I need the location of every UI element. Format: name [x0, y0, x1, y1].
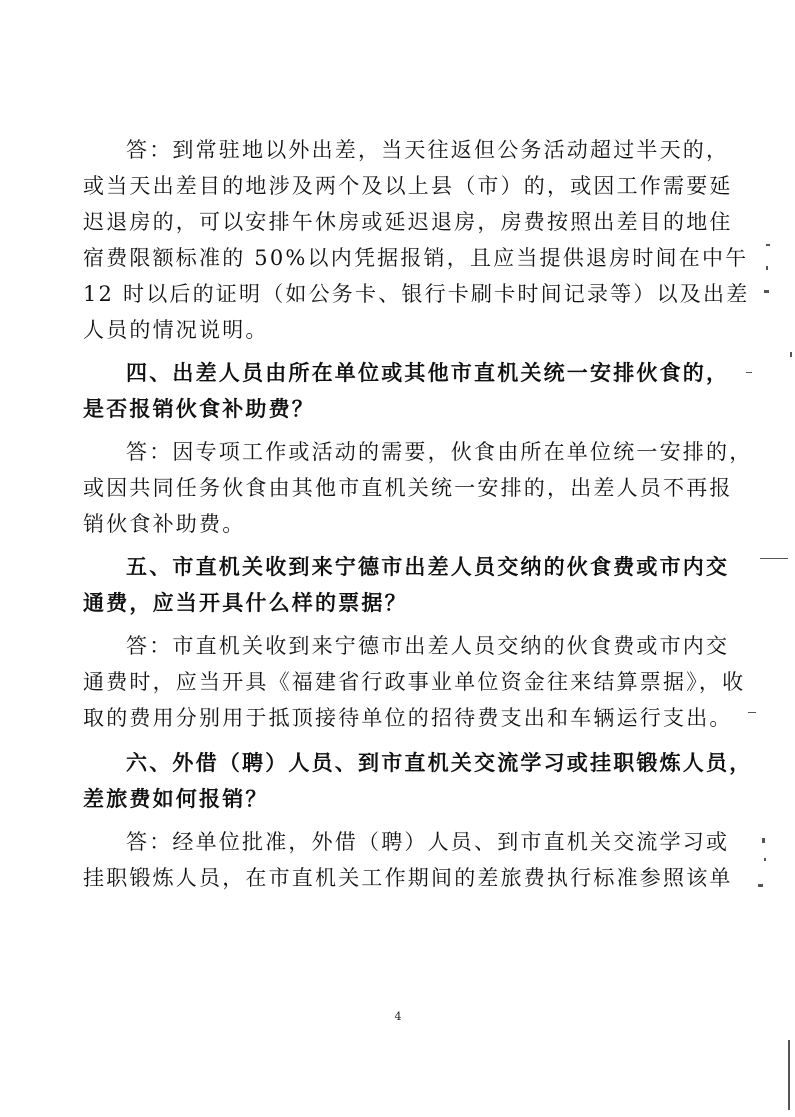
- text-line: 答：到常驻地以外出差，当天往返但公务活动超过半天的，: [126, 138, 730, 162]
- question-heading: [83, 549, 730, 621]
- heading-line: 差旅费如何报销？: [83, 786, 269, 811]
- scan-mark: [746, 372, 752, 373]
- heading-line: 六、外借（聘）人员、到市直机关交流学习或挂职锻炼人员，: [126, 750, 753, 775]
- scan-mark: [760, 558, 788, 559]
- heading-line: 是否报销伙食补助费？: [83, 396, 315, 421]
- answer-paragraph: [83, 824, 733, 896]
- page-number: 4: [394, 1010, 402, 1023]
- text-line: 销伙食补助费。: [83, 512, 246, 536]
- answer-paragraph: [83, 434, 753, 542]
- heading-line: 通费，应当开具什么样的票据？: [83, 590, 408, 615]
- scan-mark: [758, 884, 763, 887]
- text-line: 人员的情况说明。: [83, 318, 269, 342]
- text-line: 答：经单位批准，外借（聘）人员、到市直机关交流学习或: [126, 830, 730, 854]
- text-line: 12 时以后的证明（如公务卡、银行卡刷卡时间记录等）以及出差: [83, 282, 750, 306]
- question-heading: [83, 355, 730, 427]
- heading-line: 四、出差人员由所在单位或其他市直机关统一安排伙食的，: [126, 360, 730, 385]
- scan-mark: [764, 858, 766, 861]
- text-line: 通费时，应当开具《福建省行政事业单位资金往来结算票据》，收: [83, 670, 746, 694]
- text-line: 取的费用分别用于抵顶接待单位的招待费支出和车辆运行支出。: [83, 706, 733, 730]
- answer-paragraph: [83, 628, 746, 736]
- heading-line: 五、市直机关收到来宁德市出差人员交纳的伙食费或市内交: [126, 554, 730, 579]
- question-heading: [83, 745, 753, 817]
- scan-mark: [748, 712, 756, 713]
- text-line: 挂职锻炼人员，在市直机关工作期间的差旅费执行标准参照该单: [83, 866, 733, 890]
- scan-mark: [766, 266, 768, 270]
- text-line: 迟退房的，可以安排午休房或延迟退房，房费按照出差目的地住: [83, 210, 733, 234]
- text-line: 或因共同任务伙食由其他市直机关统一安排的，出差人员不再报: [83, 476, 733, 500]
- scan-mark: [766, 244, 770, 246]
- scan-mark: [764, 290, 769, 293]
- text-line: 答：市直机关收到来宁德市出差人员交纳的伙食费或市内交: [126, 634, 730, 658]
- text-line: 宿费限额标准的 50%以内凭据报销，且应当提供退房时间在中午: [83, 246, 749, 270]
- scan-mark: [788, 1040, 790, 1110]
- scan-mark: [790, 352, 792, 357]
- text-line: 或当天出差目的地涉及两个及以上县（市）的，或因工作需要延: [83, 174, 733, 198]
- document-body: [83, 132, 753, 896]
- text-line: 答：因专项工作或活动的需要，伙食由所在单位统一安排的，: [126, 440, 753, 464]
- answer-paragraph: [83, 132, 750, 348]
- scan-mark: [762, 838, 765, 843]
